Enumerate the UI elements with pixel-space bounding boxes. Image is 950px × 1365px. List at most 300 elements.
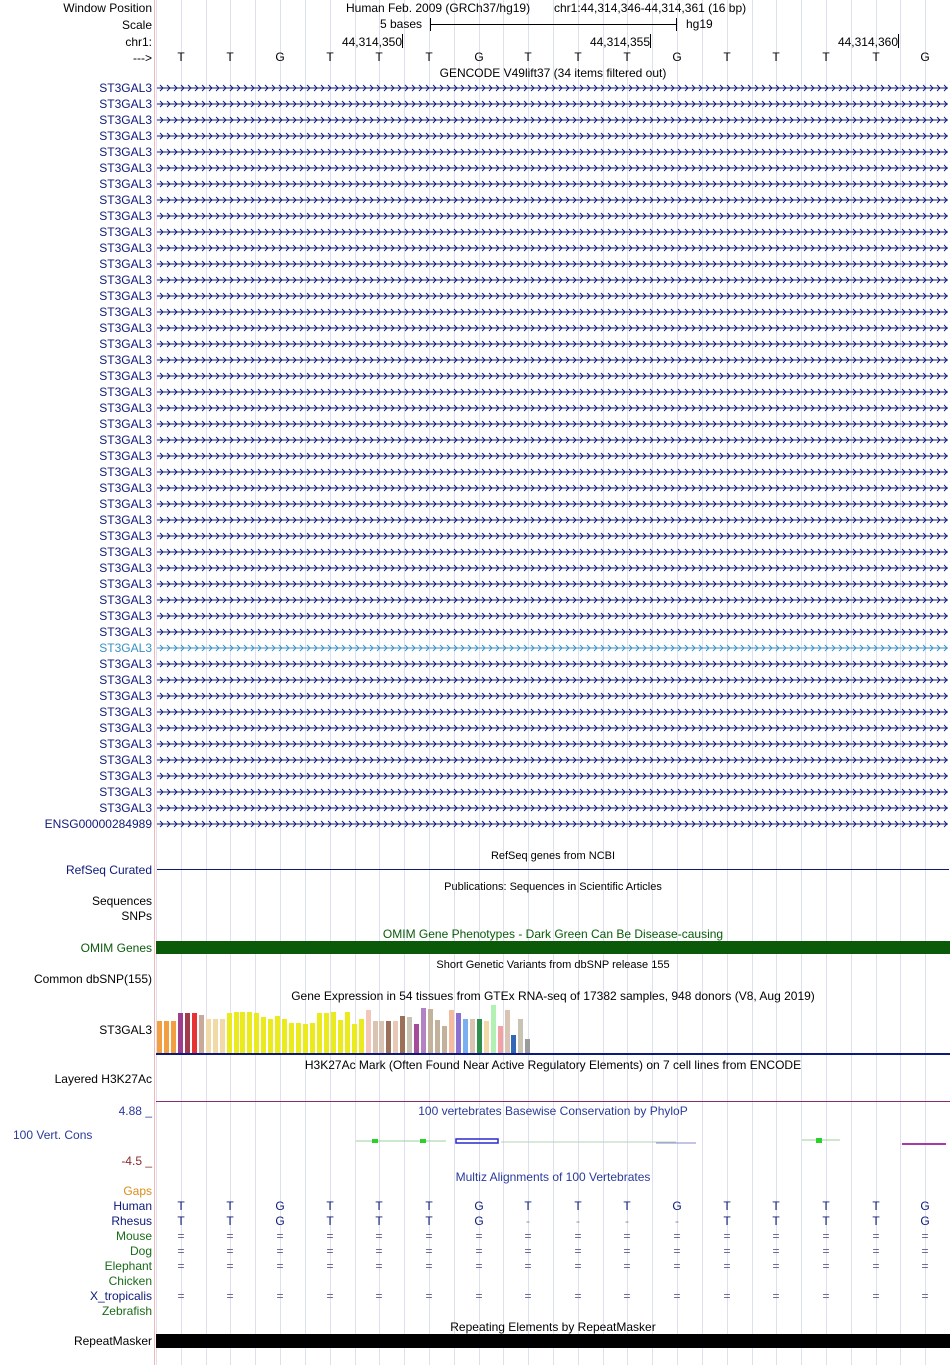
alignment-base: = — [425, 1229, 433, 1243]
gene-label[interactable]: ST3GAL3 — [99, 417, 152, 431]
alignment-base: T — [425, 1199, 433, 1213]
gtex-tissue-bar[interactable] — [220, 1019, 225, 1053]
gene-label[interactable]: ST3GAL3 — [99, 353, 152, 367]
gtex-tissue-bar[interactable] — [414, 1024, 419, 1053]
alignment-base: = — [673, 1229, 681, 1243]
alignment-base: = — [524, 1259, 532, 1273]
publications-snps-label[interactable]: SNPs — [121, 909, 152, 923]
alignment-base: G — [920, 1199, 930, 1213]
gtex-baseline — [156, 1053, 950, 1055]
gtex-tissue-bar[interactable] — [185, 1013, 190, 1053]
alignment-base: = — [772, 1244, 780, 1258]
gtex-tissue-bar[interactable] — [289, 1023, 294, 1053]
alignment-base: = — [723, 1229, 731, 1243]
alignment-base: = — [723, 1244, 731, 1258]
gtex-tissue-bar[interactable] — [206, 1019, 211, 1053]
gene-feature-line[interactable] — [157, 689, 948, 702]
phylop-peak — [372, 1139, 378, 1143]
repeatmasker-track-label[interactable]: RepeatMasker — [73, 1334, 152, 1348]
alignment-base: = — [772, 1259, 780, 1273]
gtex-tissue-bar[interactable] — [428, 1009, 433, 1053]
gene-label[interactable]: ST3GAL3 — [99, 257, 152, 271]
alignment-base: G — [920, 1214, 930, 1228]
alignment-base: = — [425, 1259, 433, 1273]
gene-label[interactable]: ST3GAL3 — [99, 545, 152, 559]
gene-feature-line[interactable] — [157, 625, 948, 638]
base-letter: T — [772, 50, 780, 64]
gene-label[interactable]: ST3GAL3 — [99, 785, 152, 799]
tick-label: 44,314,360 — [837, 35, 898, 49]
gtex-tissue-bar[interactable] — [366, 1010, 371, 1053]
alignment-base: = — [623, 1229, 631, 1243]
publications-sequences-label[interactable]: Sequences — [91, 894, 152, 908]
base-letter: G — [474, 50, 484, 64]
alignment-base: = — [375, 1244, 383, 1258]
gene-label[interactable]: ST3GAL3 — [99, 209, 152, 223]
gtex-tissue-bar[interactable] — [234, 1012, 239, 1053]
gene-feature-line[interactable] — [157, 433, 948, 446]
gtex-tissue-bar[interactable] — [400, 1016, 405, 1053]
alignment-base: T — [375, 1199, 383, 1213]
gtex-tissue-bar[interactable] — [331, 1012, 336, 1053]
alignment-base: T — [524, 1199, 532, 1213]
species-label[interactable]: Chicken — [108, 1274, 152, 1288]
gene-label[interactable]: ST3GAL3 — [99, 657, 152, 671]
alignment-base: T — [723, 1214, 731, 1228]
alignment-base: = — [574, 1259, 582, 1273]
alignment-base: = — [623, 1244, 631, 1258]
gtex-tissue-bar[interactable] — [470, 1019, 475, 1053]
gtex-tissue-bar[interactable] — [518, 1019, 523, 1053]
alignment-base: = — [177, 1244, 185, 1258]
gtex-tissue-bar[interactable] — [192, 1013, 197, 1053]
species-label[interactable]: X_tropicalis — [89, 1289, 152, 1303]
gtex-tissue-bar[interactable] — [505, 1010, 510, 1053]
gene-feature-line[interactable] — [157, 257, 948, 270]
omim-track-label[interactable]: OMIM Genes — [80, 941, 152, 955]
gene-feature-line[interactable] — [157, 593, 948, 606]
scale-bar — [430, 17, 677, 31]
gtex-tissue-bar[interactable] — [199, 1015, 204, 1053]
gene-feature-line[interactable] — [157, 705, 948, 718]
gtex-tissue-bar[interactable] — [352, 1024, 357, 1053]
position-text: chr1:44,314,346-44,314,361 (16 bp) — [554, 1, 747, 15]
tick-mark — [650, 34, 651, 48]
alignment-base: = — [276, 1259, 284, 1273]
phylop-negative — [456, 1139, 498, 1143]
base-letter: T — [623, 50, 631, 64]
gtex-tissue-bar[interactable] — [282, 1019, 287, 1053]
alignment-base: = — [326, 1259, 334, 1273]
tick-mark — [898, 34, 899, 48]
alignment-base: = — [574, 1244, 582, 1258]
base-letter: T — [822, 50, 830, 64]
gtex-tissue-bar[interactable] — [373, 1021, 378, 1053]
base-letter: G — [275, 50, 285, 64]
gtex-tissue-bar[interactable] — [525, 1039, 530, 1053]
refseq-track-label[interactable]: RefSeq Curated — [65, 863, 152, 877]
gene-feature-line[interactable] — [157, 289, 948, 302]
gtex-tissue-bar[interactable] — [511, 1035, 516, 1053]
gtex-tissue-bar[interactable] — [296, 1023, 301, 1053]
gtex-tissue-bar[interactable] — [491, 1005, 496, 1053]
gtex-tissue-bar[interactable] — [213, 1019, 218, 1053]
gene-label[interactable]: ENSG00000284989 — [44, 817, 152, 831]
gtex-tissue-bar[interactable] — [157, 1021, 162, 1053]
gtex-tissue-bar[interactable] — [268, 1019, 273, 1053]
gene-label[interactable]: ST3GAL3 — [99, 161, 152, 175]
alignment-base: = — [822, 1289, 830, 1303]
gene-feature-line[interactable] — [157, 225, 948, 238]
gene-label[interactable]: ST3GAL3 — [99, 513, 152, 527]
alignment-base: G — [474, 1214, 484, 1228]
gene-feature-line[interactable] — [157, 385, 948, 398]
gene-label[interactable]: ST3GAL3 — [99, 449, 152, 463]
gene-label[interactable]: ST3GAL3 — [99, 289, 152, 303]
scale-db: hg19 — [686, 17, 713, 31]
gene-feature-line[interactable] — [157, 561, 948, 574]
scale-text: 5 bases — [380, 17, 423, 31]
alignment-base: = — [772, 1289, 780, 1303]
alignment-base: T — [623, 1199, 631, 1213]
alignment-base: = — [574, 1289, 582, 1303]
gene-label[interactable]: ST3GAL3 — [99, 97, 152, 111]
gene-feature-line[interactable] — [157, 673, 948, 686]
gene-feature-line[interactable] — [157, 113, 948, 126]
gene-feature-line[interactable] — [157, 513, 948, 526]
alignment-base: = — [772, 1229, 780, 1243]
alignment-base: = — [921, 1289, 929, 1303]
alignment-base: T — [326, 1214, 334, 1228]
gene-feature-line[interactable] — [157, 481, 948, 494]
alignment-base: T — [872, 1214, 880, 1228]
alignment-base: = — [872, 1259, 880, 1273]
gene-label[interactable]: ST3GAL3 — [99, 145, 152, 159]
gene-feature-line[interactable] — [157, 177, 948, 190]
phylop-track-label[interactable]: 100 Vert. Cons — [13, 1128, 93, 1142]
alignment-base: = — [822, 1229, 830, 1243]
gtex-tissue-bar[interactable] — [303, 1024, 308, 1053]
refseq-track-title[interactable]: RefSeq genes from NCBI — [490, 850, 616, 862]
label-divider — [154, 0, 155, 1365]
gtex-tissue-bar[interactable] — [254, 1013, 259, 1053]
base-letter: T — [425, 50, 433, 64]
alignment-base: = — [326, 1289, 334, 1303]
phylop-ymin: -4.5 _ — [121, 1154, 152, 1168]
dbsnp-track-label[interactable]: Common dbSNP(155) — [33, 972, 152, 986]
alignment-base: T — [226, 1199, 234, 1213]
base-letter: T — [177, 50, 185, 64]
gene-feature-line[interactable] — [157, 609, 948, 622]
alignment-base: T — [822, 1214, 830, 1228]
alignment-base: = — [822, 1259, 830, 1273]
gene-feature-line[interactable] — [157, 305, 948, 318]
alignment-base: = — [723, 1289, 731, 1303]
gene-feature-line[interactable] — [157, 97, 948, 110]
gene-label[interactable]: ST3GAL3 — [99, 369, 152, 383]
h3k27ac-track-label[interactable]: Layered H3K27Ac — [54, 1072, 152, 1086]
alignment-base: T — [326, 1199, 334, 1213]
gtex-tissue-bar[interactable] — [393, 1021, 398, 1053]
gene-label[interactable]: ST3GAL3 — [99, 305, 152, 319]
alignment-base: = — [574, 1229, 582, 1243]
gene-feature-line[interactable] — [157, 817, 948, 830]
gene-label[interactable]: ST3GAL3 — [99, 481, 152, 495]
gene-feature-line[interactable] — [157, 193, 948, 206]
phylop-track-title[interactable]: 100 vertebrates Basewise Conservation by PhyloP — [418, 1104, 688, 1118]
alignment-base: T — [226, 1214, 234, 1228]
gtex-tissue-bar[interactable] — [498, 1026, 503, 1053]
base-letter: T — [226, 50, 234, 64]
assembly-text: Human Feb. 2009 (GRCh37/hg19) — [346, 1, 531, 15]
gtex-tissue-bar[interactable] — [407, 1017, 412, 1053]
species-label[interactable]: Elephant — [104, 1259, 152, 1273]
omim-track-title[interactable]: OMIM Gene Phenotypes - Dark Green Can Be Disease-causing — [382, 927, 724, 941]
gtex-tissue-bar[interactable] — [386, 1021, 391, 1053]
publications-track-title[interactable]: Publications: Sequences in Scientific Articles — [444, 881, 662, 893]
phylop-peak — [816, 1138, 822, 1143]
alignment-base: = — [177, 1289, 185, 1303]
base-letter: T — [375, 50, 383, 64]
alignment-base: - — [576, 1214, 580, 1228]
species-label[interactable]: Mouse — [115, 1229, 152, 1243]
gene-feature-line[interactable] — [157, 129, 948, 142]
gene-feature-line[interactable] — [157, 465, 948, 478]
alignment-base: = — [326, 1244, 334, 1258]
gtex-tissue-bar[interactable] — [477, 1019, 482, 1053]
species-label[interactable]: Rhesus — [111, 1214, 152, 1228]
gene-feature-line[interactable] — [157, 161, 948, 174]
gtex-tissue-bar[interactable] — [484, 1021, 489, 1053]
alignment-base: T — [574, 1199, 582, 1213]
alignment-base: = — [921, 1259, 929, 1273]
gene-feature-line[interactable] — [157, 209, 948, 222]
alignment-base: = — [326, 1229, 334, 1243]
gene-feature-line[interactable] — [157, 737, 948, 750]
alignment-base: T — [375, 1214, 383, 1228]
gene-label[interactable]: ST3GAL3 — [99, 321, 152, 335]
gene-feature-line[interactable] — [157, 449, 948, 462]
gtex-tissue-bar[interactable] — [227, 1013, 232, 1053]
phylop-ymax: 4.88 _ — [118, 1104, 152, 1118]
alignment-base: = — [623, 1259, 631, 1273]
alignment-base: = — [375, 1289, 383, 1303]
gene-feature-line[interactable] — [157, 241, 948, 254]
tick-label: 44,314,350 — [341, 35, 402, 49]
alignment-base: = — [673, 1289, 681, 1303]
alignment-base: = — [921, 1244, 929, 1258]
gene-feature-line[interactable] — [157, 353, 948, 366]
gtex-tissue-bar[interactable] — [449, 1010, 454, 1053]
gtex-tissue-bar[interactable] — [359, 1019, 364, 1053]
gene-feature-line[interactable] — [157, 753, 948, 766]
gene-feature-line[interactable] — [157, 369, 948, 382]
gene-feature-line[interactable] — [157, 577, 948, 590]
gtex-track-title[interactable]: Gene Expression in 54 tissues from GTEx RNA-seq of 17382 samples, 948 donors (V8, Aug 2019) — [291, 989, 815, 1003]
gene-feature-line[interactable] — [157, 417, 948, 430]
gene-label[interactable]: ST3GAL3 — [99, 401, 152, 415]
alignment-base: T — [177, 1199, 185, 1213]
alignment-base: = — [375, 1259, 383, 1273]
alignment-base: = — [226, 1229, 234, 1243]
multiz-track-title[interactable]: Multiz Alignments of 100 Vertebrates — [455, 1170, 651, 1184]
gene-feature-line[interactable] — [157, 81, 948, 94]
omim-feature-bar[interactable] — [156, 941, 950, 954]
gene-feature-line[interactable] — [157, 529, 948, 542]
gene-label[interactable]: ST3GAL3 — [99, 673, 152, 687]
gtex-tissue-bar[interactable] — [317, 1013, 322, 1053]
gene-feature-line[interactable] — [157, 769, 948, 782]
h3k27ac-baseline — [156, 1101, 950, 1102]
phylop-signal[interactable] — [156, 1122, 950, 1162]
alignment-base: = — [623, 1289, 631, 1303]
gtex-tissue-bar[interactable] — [456, 1013, 461, 1053]
alignment-base: = — [822, 1244, 830, 1258]
alignment-base: G — [672, 1199, 682, 1213]
gene-feature-line[interactable] — [157, 273, 948, 286]
base-letter: G — [672, 50, 682, 64]
gene-label[interactable]: ST3GAL3 — [99, 225, 152, 239]
alignment-base: = — [524, 1244, 532, 1258]
gene-label[interactable]: ST3GAL3 — [99, 737, 152, 751]
alignment-base: T — [772, 1199, 780, 1213]
gtex-tissue-bar[interactable] — [164, 1021, 169, 1053]
gene-feature-line[interactable] — [157, 145, 948, 158]
gene-label[interactable]: ST3GAL3 — [99, 241, 152, 255]
alignment-base: = — [524, 1289, 532, 1303]
refseq-line[interactable] — [157, 869, 949, 870]
gene-label[interactable]: ST3GAL3 — [99, 177, 152, 191]
gene-feature-line[interactable] — [157, 721, 948, 734]
base-letter: T — [524, 50, 532, 64]
alignment-base: T — [772, 1214, 780, 1228]
alignment-base: = — [375, 1229, 383, 1243]
gtex-tissue-bar[interactable] — [463, 1019, 468, 1053]
gtex-tissue-bar[interactable] — [435, 1020, 440, 1053]
alignment-base: - — [675, 1214, 679, 1228]
gene-feature-line[interactable] — [157, 657, 948, 670]
gene-feature-line[interactable] — [157, 337, 948, 350]
gtex-tissue-bar[interactable] — [338, 1020, 343, 1053]
alignment-base: T — [872, 1199, 880, 1213]
repeatmasker-track-title[interactable]: Repeating Elements by RepeatMasker — [450, 1320, 656, 1334]
alignment-base: - — [625, 1214, 629, 1228]
alignment-base: = — [723, 1259, 731, 1273]
gene-label[interactable]: ST3GAL3 — [99, 577, 152, 591]
repeatmasker-feature-bar[interactable] — [156, 1334, 950, 1348]
gtex-tissue-bar[interactable] — [275, 1016, 280, 1053]
gene-feature-line[interactable] — [157, 321, 948, 334]
scale-label: Scale — [121, 18, 152, 32]
phylop-negative — [902, 1143, 946, 1145]
gtex-tissue-bar[interactable] — [171, 1021, 176, 1053]
alignment-base: G — [275, 1199, 285, 1213]
gene-feature-line[interactable] — [157, 801, 948, 814]
gene-label[interactable]: ST3GAL3 — [99, 385, 152, 399]
gtex-expression-chart[interactable] — [156, 1004, 950, 1054]
gene-label[interactable]: ST3GAL3 — [99, 689, 152, 703]
species-label[interactable]: Human — [113, 1199, 152, 1213]
gene-label[interactable]: ST3GAL3 — [99, 529, 152, 543]
alignment-base: = — [872, 1289, 880, 1303]
alignment-base: = — [276, 1229, 284, 1243]
alignment-base: = — [872, 1229, 880, 1243]
gene-label[interactable]: ST3GAL3 — [99, 81, 152, 95]
gene-label[interactable]: ST3GAL3 — [99, 801, 152, 815]
gene-label[interactable]: ST3GAL3 — [99, 561, 152, 575]
gene-label[interactable]: ST3GAL3 — [99, 625, 152, 639]
gene-label[interactable]: ST3GAL3 — [99, 721, 152, 735]
gene-label[interactable]: ST3GAL3 — [99, 593, 152, 607]
gaps-label[interactable]: Gaps — [123, 1184, 152, 1198]
gene-label[interactable]: ST3GAL3 — [99, 769, 152, 783]
gtex-tissue-bar[interactable] — [324, 1013, 329, 1053]
alignment-base: T — [177, 1214, 185, 1228]
tick-label: 44,314,355 — [589, 35, 650, 49]
gencode-track-title[interactable]: GENCODE V49lift37 (34 items filtered out) — [439, 66, 667, 80]
gtex-tissue-bar[interactable] — [421, 1008, 426, 1053]
strand-label: ---> — [133, 51, 152, 65]
gene-feature-line[interactable] — [157, 497, 948, 510]
phylop-peak — [420, 1139, 426, 1143]
base-letter: T — [326, 50, 334, 64]
gene-label[interactable]: ST3GAL3 — [99, 129, 152, 143]
base-letter: T — [723, 50, 731, 64]
gtex-tissue-bar[interactable] — [240, 1012, 245, 1053]
base-letter: G — [920, 50, 930, 64]
gene-label[interactable]: ST3GAL3 — [99, 465, 152, 479]
gene-label[interactable]: ST3GAL3 — [99, 193, 152, 207]
gene-label[interactable]: ST3GAL3 — [99, 337, 152, 351]
gene-label[interactable]: ST3GAL3 — [99, 497, 152, 511]
gtex-tissue-bar[interactable] — [178, 1013, 183, 1053]
alignment-base: G — [474, 1199, 484, 1213]
gene-feature-line[interactable] — [157, 785, 948, 798]
alignment-base: = — [276, 1244, 284, 1258]
gene-feature-line[interactable] — [157, 401, 948, 414]
gene-label[interactable]: ST3GAL3 — [99, 113, 152, 127]
gtex-track-label[interactable]: ST3GAL3 — [99, 1023, 152, 1037]
gtex-tissue-bar[interactable] — [261, 1017, 266, 1053]
gtex-tissue-bar[interactable] — [310, 1023, 315, 1053]
alignment-base: T — [822, 1199, 830, 1213]
gtex-tissue-bar[interactable] — [442, 1026, 447, 1053]
gene-feature-line[interactable] — [157, 641, 948, 654]
alignment-base: = — [475, 1229, 483, 1243]
alignment-base: = — [226, 1259, 234, 1273]
gene-feature-line[interactable] — [157, 545, 948, 558]
gtex-tissue-bar[interactable] — [379, 1021, 384, 1053]
dbsnp-track-title[interactable]: Short Genetic Variants from dbSNP release 155 — [436, 959, 670, 971]
gene-label[interactable]: ST3GAL3 — [99, 433, 152, 447]
alignment-base: T — [425, 1214, 433, 1228]
gene-label[interactable]: ST3GAL3 — [99, 273, 152, 287]
species-label[interactable]: Zebrafish — [101, 1304, 152, 1318]
alignment-base: = — [425, 1289, 433, 1303]
gene-label[interactable]: ST3GAL3 — [99, 753, 152, 767]
species-label[interactable]: Dog — [129, 1244, 152, 1258]
gene-label[interactable]: ST3GAL3 — [99, 705, 152, 719]
alignment-base: = — [276, 1289, 284, 1303]
alignment-base: T — [723, 1199, 731, 1213]
gene-label[interactable]: ST3GAL3 — [99, 641, 152, 655]
h3k27ac-track-title[interactable]: H3K27Ac Mark (Often Found Near Active Regulatory Elements) on 7 cell lines from ENCODE — [304, 1058, 802, 1072]
gtex-tissue-bar[interactable] — [345, 1012, 350, 1053]
gene-label[interactable]: ST3GAL3 — [99, 609, 152, 623]
gtex-tissue-bar[interactable] — [247, 1012, 252, 1053]
alignment-base: = — [226, 1244, 234, 1258]
alignment-base: G — [275, 1214, 285, 1228]
